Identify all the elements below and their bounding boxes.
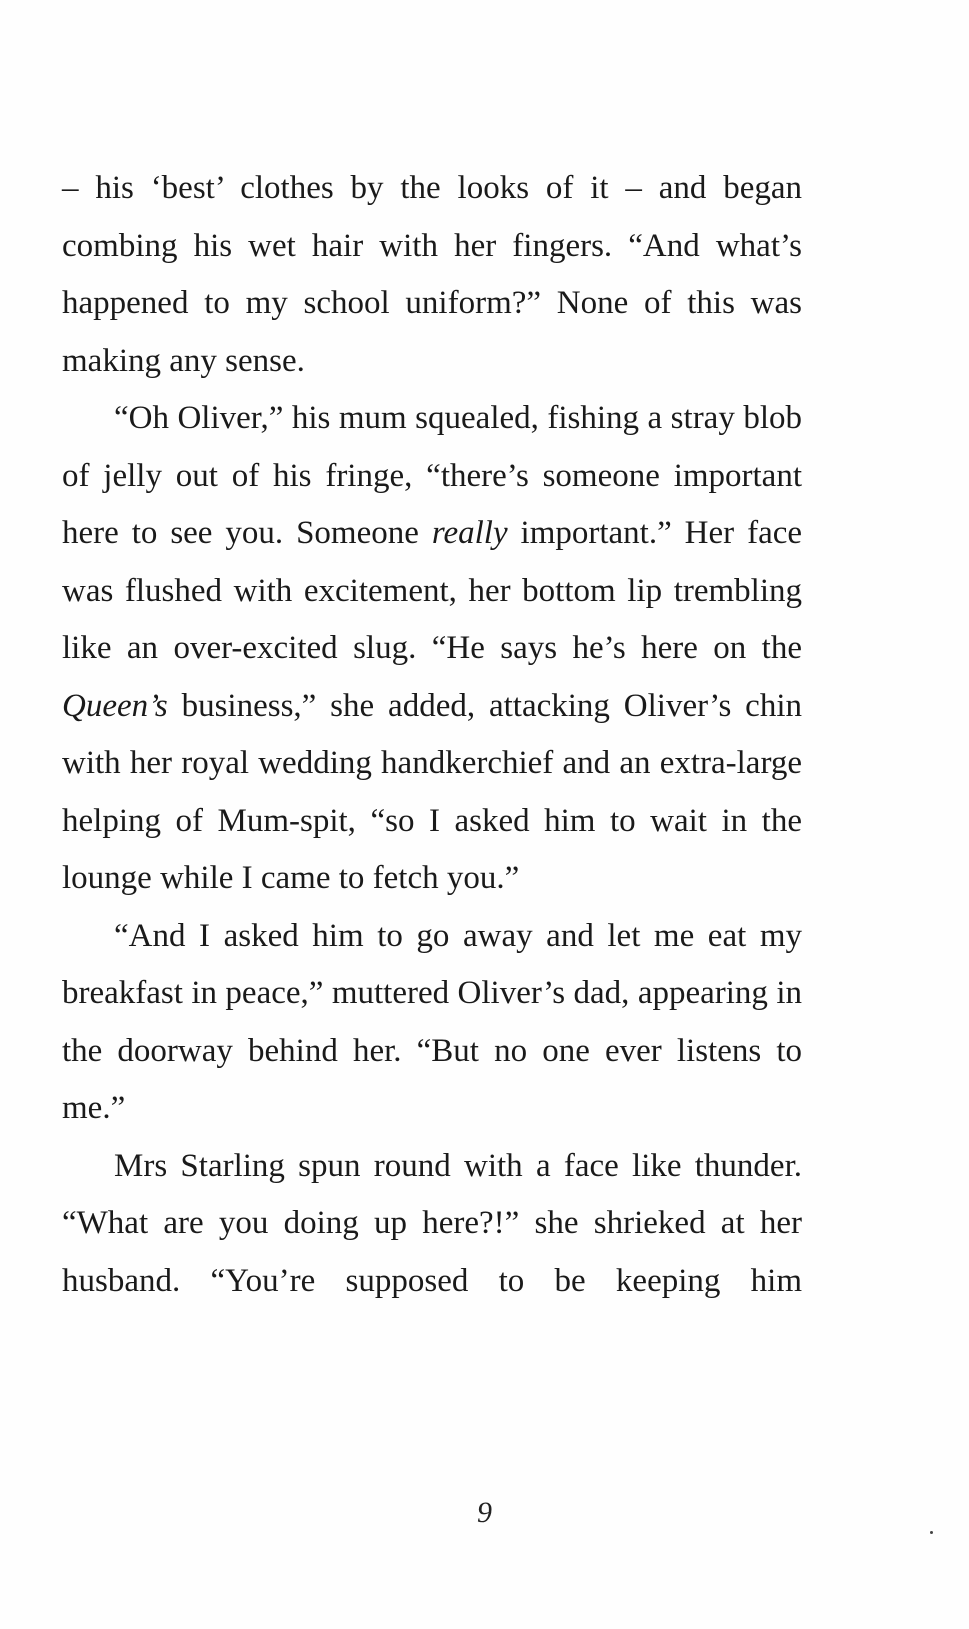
text-run: important.” Her face was flushed with excitement, her bottom lip trembling like an over-excited slug. “He says he’s here on the xyxy=(62,515,803,666)
text-run: Mrs Starling spun round with a face like thunder. “What are you doing up here?!” she shrieked at her husband. “You’re supposed to be keeping him xyxy=(62,1147,802,1299)
body-text xyxy=(62,160,802,1310)
italic-text-run: Queen’s xyxy=(62,687,168,724)
text-run: – his ‘best’ clothes by the looks of it – and began combing his wet hair with her fingers. “And what’s happened to my school uniform?” None of this was making any sense. xyxy=(62,170,802,379)
paragraph xyxy=(62,160,802,390)
paragraph xyxy=(62,908,802,1138)
paragraph xyxy=(62,1138,802,1311)
italic-text-run: really xyxy=(431,515,508,551)
text-run: “Oh Oliver,” his mum squealed, fishing a stray blob of jelly out of his fringe, “there’s someone important here to see you. Someone xyxy=(62,400,802,551)
print-speck xyxy=(930,1531,933,1534)
page-number: 9 xyxy=(477,1496,492,1529)
paragraph xyxy=(62,390,802,908)
text-run: business,” she added, attacking Oliver’s chin with her royal wedding handkerchief and an extra-large helping of Mum-spit, “so I asked him to wait in the lounge while I came to fetch you.” xyxy=(62,687,802,896)
text-run: “And I asked him to go away and let me eat my breakfast in peace,” muttered Oliver’s dad, appearing in the doorway behind her. “But no one ever listens to me.” xyxy=(62,917,802,1126)
